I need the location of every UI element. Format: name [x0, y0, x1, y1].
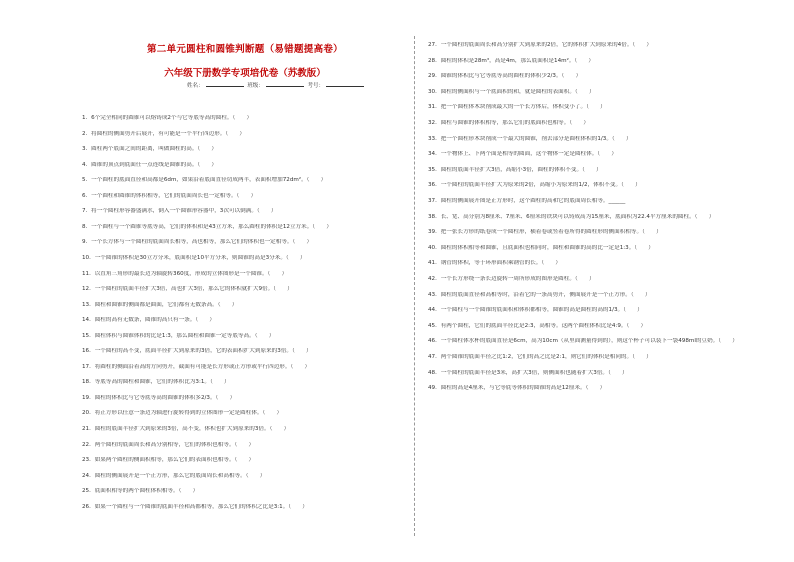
- question-item: 21．圆柱的底面半径扩大到原来的3倍，高不变，体积也扩大到原来的3倍。（ ）: [82, 426, 290, 432]
- student-info-line: [187, 81, 366, 89]
- question-item: 43．圆柱的底面直径和高相等时，沿着它的一条高剪开，侧面展开是一个正方形。（ ）: [428, 291, 651, 298]
- class-blank[interactable]: [266, 81, 304, 87]
- question-item: 6．一个圆柱和圆锥的体积相等，它们的底面周长也一定相等。（ ）: [82, 192, 257, 199]
- question-item: 48．一个圆柱的底面半径是3米，高扩大3倍，则侧面积也随着扩大3倍。（ ）: [428, 369, 628, 376]
- question-item: 11．以直角三角形的最长边为轴旋转360度，形成的立体图形是一个圆锥。（ ）: [82, 270, 288, 277]
- question-item: 22．两个圆柱的底面周长和高分别相等，它们的体积也相等。（ ）: [82, 441, 255, 448]
- question-item: 49．圆柱的高是4厘米，与它等底等体积的圆锥的高是12厘米。（ ）: [428, 385, 606, 392]
- question-item: 41．钢管的体积，等于环形面积乘钢管的长。（ ）: [428, 260, 561, 267]
- question-item: 46．一个圆柱体水杯的底面直径是6cm，高为10cm（从里面测量得到的），则这个杯子可以装下一袋498ml的豆奶。（ ）: [428, 338, 738, 345]
- question-item: 34．一个物体上、下两个面是相等的圆面，这个物体一定是圆柱体。（ ）: [428, 151, 617, 158]
- question-item: 15．圆柱体积与圆锥体积的比是1:3，那么圆柱和圆锥一定等底等高。（ ）: [82, 332, 275, 339]
- question-item: 18．等底等高的圆柱和圆锥，它们的体积比为3:1。（ ）: [82, 379, 230, 386]
- question-item: 37．圆柱的侧面展开图是正方形时，这个圆柱的高和它的底面周长相等。______: [428, 198, 626, 204]
- question-item: 7．将一个圆柱形容器盛满水，倒入一个圆锥形容器中，3次可以倒满。（ ）: [82, 208, 277, 215]
- question-item: 19．圆柱的体积比与它等底等高的圆锥的体积多2/3。（ ）: [82, 394, 236, 401]
- question-item: 36．一个圆柱的底面半径扩大为原来的2倍，高缩小为原来的1/2，体积不变。（ ）: [428, 182, 641, 189]
- question-item: 16．一个圆柱的高不变，底面半径扩大到原来的3倍，它的表面积扩大到原来的3倍。（ ）: [82, 348, 312, 355]
- worksheet-title: 第二单元圆柱和圆锥判断题（易错题提高卷）: [146, 44, 343, 55]
- question-item: 45．有两个圆柱，它们的底面半径比是2:3，高相等。这两个圆柱体积比是4:9。（ ）: [428, 322, 647, 329]
- column-divider: [414, 36, 415, 536]
- question-item: 33．把一个圆柱形木块削成一个最大的圆锥，削去部分是圆柱体积的1/3。（ ）: [428, 135, 632, 142]
- question-item: 1．6个完全相同的圆锥可以熔铸成2个与它等底等高的圆柱。（ ）: [82, 115, 253, 121]
- id-blank[interactable]: [326, 81, 364, 87]
- question-item: 26．如果一个圆柱与一个圆锥的底面半径和高都相等，那么它们的体积之比是3:1。（ ）: [82, 503, 308, 510]
- question-item: 38．长、宽、高分别为8厘米、7厘米、6厘米的铁块可以铸成高为15厘米，底面积为22.4平方厘米的圆柱。（ ）: [428, 213, 715, 220]
- question-item: 14．圆柱的高有无数条，圆锥的高只有一条。（ ）: [82, 317, 215, 324]
- question-item: 31．把一个圆柱体木块削成最大的一个长方体后，体积变小了。（ ）: [428, 104, 606, 111]
- question-item: 24．圆柱的侧面展开是一个正方形，那么它的底面周长和高相等。（ ）: [82, 472, 266, 479]
- question-item: 44．一个圆柱与一个圆锥的底面积和体积都相等，圆锥的高是圆柱的高的1/3。（ ）: [428, 307, 643, 314]
- question-item: 32．圆柱与圆锥的体积相等，那么它们的底面积也相等。（ ）: [428, 120, 589, 126]
- class-label: 班级：: [247, 83, 264, 89]
- question-item: 40．圆柱的体积相等和圆锥，且底面积也相同时，圆柱和圆锥的高的比一定是1:3。（ ）: [428, 244, 654, 251]
- id-label: 考号：: [307, 83, 325, 89]
- question-item: 39．把一张长方形的纸卷成一个圆柱形，横着卷或竖着卷所得的圆柱形的侧面积相等。（ ）: [428, 229, 662, 236]
- question-item: 2．将圆柱的侧面剪开后展开，有可能是一个平行四边形。（ ）: [82, 130, 245, 137]
- worksheet-subtitle: 六年级下册数学专项培优卷（苏教版）: [164, 68, 326, 79]
- name-blank[interactable]: [206, 81, 244, 87]
- question-item: 17．将圆柱的侧面沿着高的方向剪开，截面有可能是长方形或正方形或平行四边形。（ ）: [82, 363, 311, 370]
- question-item: 27．一个圆柱的底面周长和高分别扩大到原来的2倍，它的体积扩大到原来的4倍。（ ）: [428, 42, 652, 48]
- question-item: 23．如果两个圆柱的侧面积相等，那么它们的表面积也相等。（ ）: [82, 457, 255, 464]
- question-item: 10．一个圆锥的体积是30立方分米，底面积是10平方分米，则圆锥的高是3分米。（ ）: [82, 254, 306, 261]
- question-item: 35．圆柱的底面半径扩大3倍，高缩小3倍，圆柱的体积不变。（ ）: [428, 166, 602, 173]
- question-item: 3．圆柱两个底面之间的距离，叫做圆柱的高。（ ）: [82, 146, 218, 153]
- question-item: 30．圆柱的侧面积与一个底面积的和，就是圆柱的表面积。（ ）: [428, 88, 595, 95]
- name-label: 姓名：: [187, 83, 204, 89]
- question-item: 29．圆锥的体积比与它等底等高的圆柱的体积少2/3。（ ）: [428, 73, 582, 80]
- question-item: 5．一个圆柱的底面直径和高都是6dm，如果沿着底面直径切成两半，表面积增加72dm²。（ ）: [82, 177, 327, 184]
- question-item: 9．一个长方体与一个圆柱的底面周长相等，高也相等，那么它们的体积也一定相等。（ ）: [82, 239, 313, 246]
- question-item: 47．两个圆锥的底面半径之比1:2，它们的高之比是2:1，则它们的体积是相同的。（ ）: [428, 354, 652, 360]
- question-item: 42．一个长方形绕一条长边旋转一周所形成的图形是圆柱。（ ）: [428, 276, 595, 282]
- question-item: 12．一个圆柱的底面半径扩大3倍，高也扩大3倍，那么它的体积就扩大9倍。（ ）: [82, 286, 293, 293]
- question-item: 4．圆锥的顶点到底面任一点连线是圆锥的高。（ ）: [82, 161, 218, 168]
- question-item: 25．底面积相等的两个圆柱体积相等。（ ）: [82, 488, 199, 495]
- question-item: 20．将正方形以任意一条边为轴进行旋转得到的立体图形一定是圆柱体。（ ）: [82, 410, 283, 417]
- question-item: 8．一个圆柱与一个圆锥等底等高，它们的体积和是43立方米，那么圆柱的体积是12立方米。（ ）: [82, 223, 332, 230]
- question-item: 13．圆柱和圆锥的侧面都是曲面，它们都有无数条高。（ ）: [82, 301, 238, 308]
- question-item: 28．圆柱的体积是28m³，高是4m，那么底面积是14m²。（ ）: [428, 57, 595, 64]
